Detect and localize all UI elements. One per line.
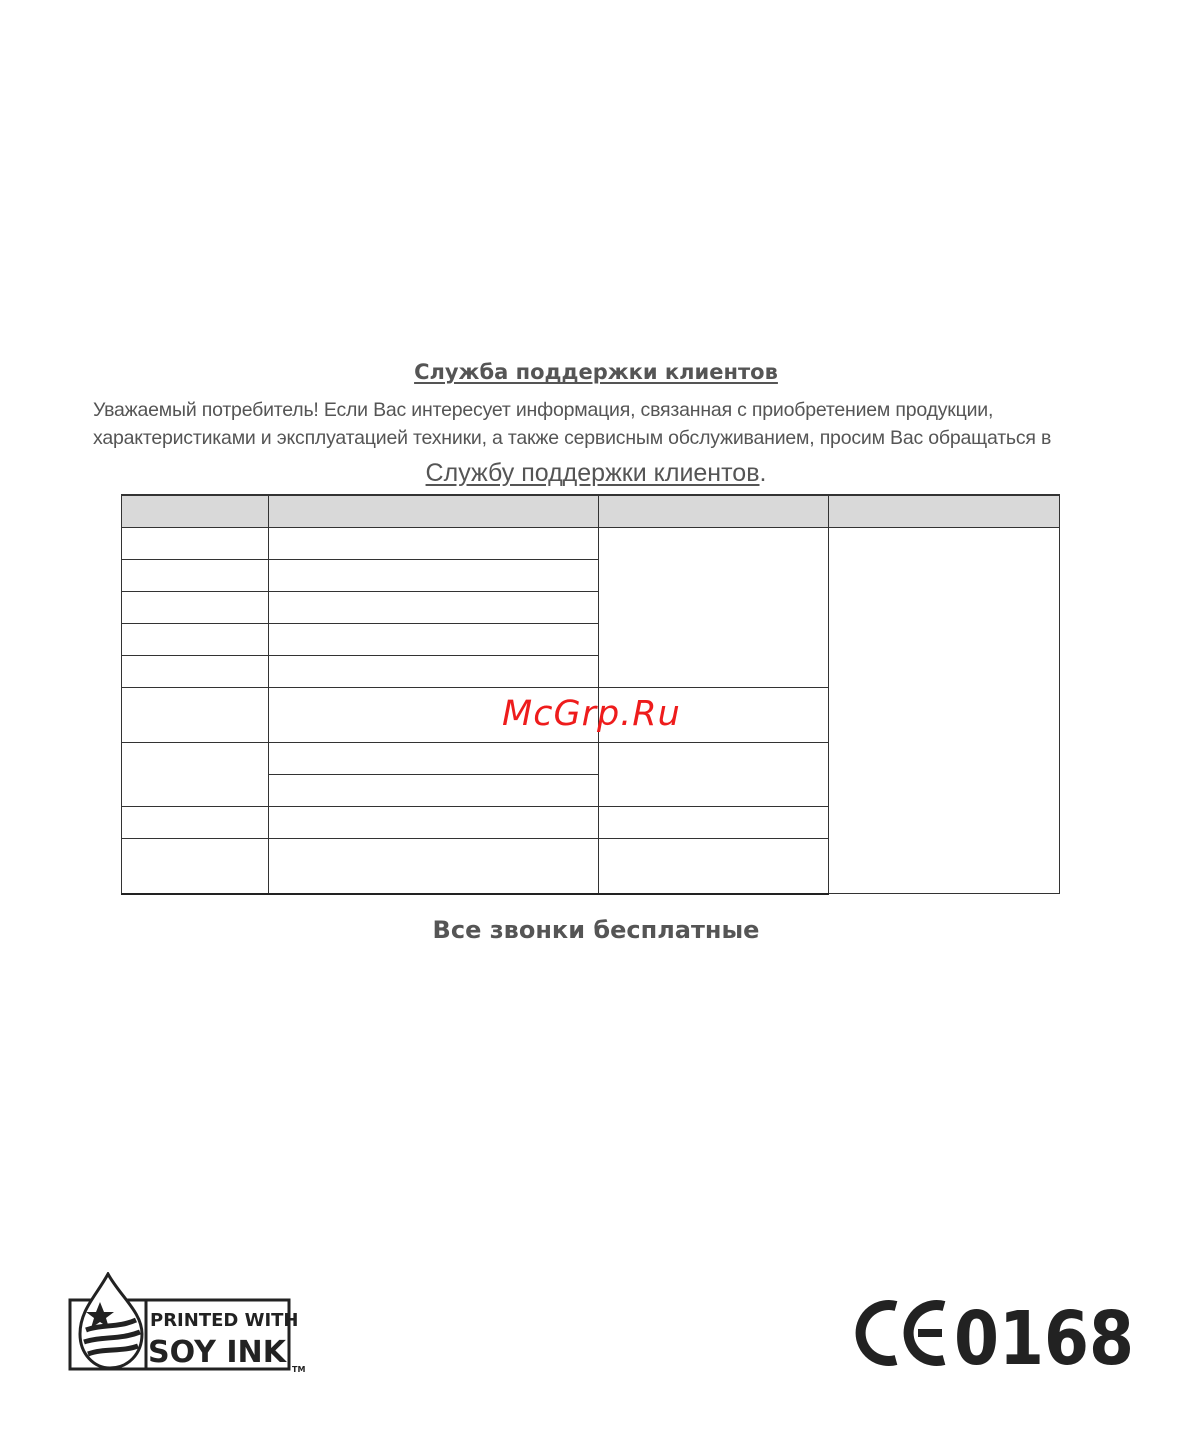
table-cell — [122, 592, 269, 624]
table-cell — [269, 775, 599, 807]
table-cell — [122, 688, 269, 743]
table-cell — [599, 839, 829, 894]
service-link-text: Службу поддержки клиентов — [425, 459, 760, 487]
soy-logo-trademark: TM — [292, 1365, 306, 1374]
table-cell — [122, 807, 269, 839]
table-cell — [599, 807, 829, 839]
table-cell-merged-hours-2 — [599, 743, 829, 807]
table-cell — [269, 656, 599, 688]
intro-line-2: характеристиками и эксплуатацией техники, а также сервисным обслуживанием, просим Вас обращаться в — [93, 427, 1052, 449]
table-cell — [122, 624, 269, 656]
header-cell-phone — [269, 495, 599, 528]
service-link-period: . — [759, 459, 767, 487]
table-cell — [269, 592, 599, 624]
table-row — [122, 528, 1060, 560]
header-cell-hours — [599, 495, 829, 528]
page-heading-text: Служба поддержки клиентов — [414, 360, 778, 384]
table-cell-merged-website — [829, 528, 1060, 894]
header-cell-country — [122, 495, 269, 528]
soy-logo-line-1: PRINTED WITH — [150, 1310, 299, 1331]
watermark: McGrp.Ru — [502, 694, 681, 734]
table-cell — [269, 839, 599, 894]
table-cell — [269, 807, 599, 839]
table-cell — [269, 743, 599, 775]
table-cell — [122, 528, 269, 560]
table-cell — [269, 624, 599, 656]
table-cell — [122, 656, 269, 688]
ce-mark-logo — [850, 1296, 1140, 1370]
table-header-row — [122, 495, 1060, 528]
table-cell-merged-country — [122, 743, 269, 807]
service-link-line — [0, 459, 1192, 488]
soy-ink-logo — [68, 1272, 314, 1374]
table-cell-merged-hours — [599, 528, 829, 688]
header-cell-website — [829, 495, 1060, 528]
soy-logo-line-2: SOY INK — [148, 1335, 288, 1370]
free-calls-text: Все звонки бесплатные — [432, 916, 760, 944]
table-cell — [122, 560, 269, 592]
table-cell — [122, 839, 269, 894]
intro-line-1: Уважаемый потребитель! Если Вас интересует информация, связанная с приобретением продукции, — [93, 399, 994, 421]
page-heading — [0, 360, 1192, 384]
table-cell — [269, 560, 599, 592]
ce-mark-number: 0168 — [954, 1296, 1134, 1370]
table-cell — [269, 528, 599, 560]
ce-symbol-icon — [861, 1305, 944, 1361]
soy-drop-icon — [80, 1274, 142, 1368]
